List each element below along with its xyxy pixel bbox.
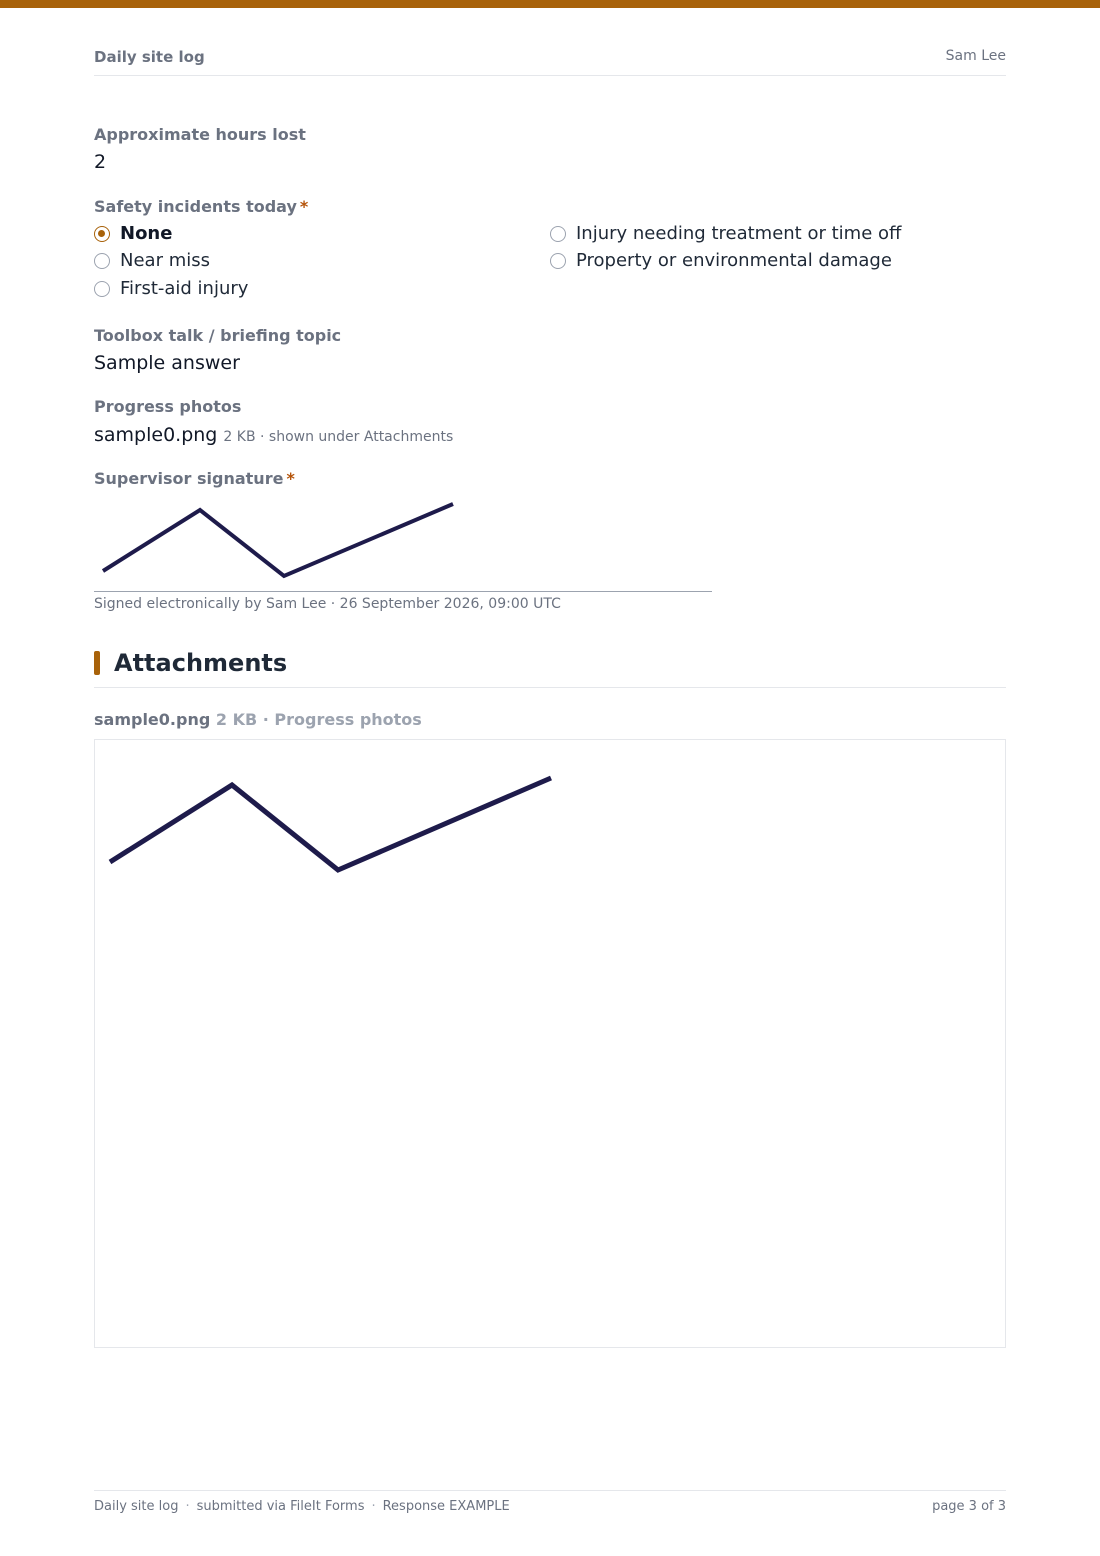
progress-photos-file bbox=[94, 424, 453, 446]
top-accent-bar bbox=[0, 0, 1100, 8]
signature-caption: Signed electronically by Sam Lee · 26 September 2026, 09:00 UTC bbox=[94, 596, 561, 612]
radio-label: Near miss bbox=[120, 250, 210, 271]
safety-option-first-aid[interactable] bbox=[94, 278, 248, 299]
attachment-image bbox=[95, 740, 1005, 1347]
radio-unchecked-icon bbox=[550, 253, 566, 269]
progress-photos-label-text: Progress photos bbox=[94, 397, 242, 416]
signature-area bbox=[94, 496, 712, 592]
attachments-heading: Attachments bbox=[114, 649, 288, 677]
radio-label: First-aid injury bbox=[120, 278, 249, 299]
footer-response: Response EXAMPLE bbox=[382, 1499, 510, 1514]
attachment-file-name: sample0.png bbox=[94, 710, 211, 729]
form-title: Daily site log bbox=[94, 48, 205, 66]
signature-label bbox=[94, 469, 295, 488]
signature-label-text: Supervisor signature bbox=[94, 469, 284, 488]
safety-incidents-label-text: Safety incidents today bbox=[94, 197, 297, 216]
hours-lost-label-text: Approximate hours lost bbox=[94, 125, 306, 144]
required-marker: * bbox=[286, 469, 295, 488]
toolbox-talk-label bbox=[94, 326, 341, 345]
page-number: page 3 of 3 bbox=[932, 1499, 1006, 1514]
attachment-file-meta: 2 KB · Progress photos bbox=[215, 710, 422, 729]
page-header bbox=[94, 48, 1006, 76]
safety-option-near-miss[interactable] bbox=[94, 250, 210, 271]
progress-photos-label bbox=[94, 397, 241, 416]
toolbox-talk-label-text: Toolbox talk / briefing topic bbox=[94, 326, 342, 345]
toolbox-talk-value: Sample answer bbox=[94, 352, 240, 374]
radio-unchecked-icon bbox=[550, 226, 566, 242]
hours-lost-label bbox=[94, 125, 306, 144]
radio-unchecked-icon bbox=[94, 281, 110, 297]
footer-info: Daily site log · submitted via FileIt Forms · Response EXAMPLE bbox=[94, 1499, 510, 1514]
attachment-preview[interactable] bbox=[94, 739, 1006, 1348]
safety-incidents-label bbox=[94, 197, 308, 216]
signature-drawing bbox=[94, 496, 712, 592]
attachment-image-stroke bbox=[110, 778, 551, 870]
signature-stroke bbox=[103, 504, 453, 576]
safety-option-injury-treatment[interactable] bbox=[550, 223, 901, 244]
page-footer bbox=[94, 1490, 1006, 1514]
safety-option-property-damage[interactable] bbox=[550, 250, 892, 271]
attachments-section-header bbox=[94, 650, 1006, 688]
file-name[interactable]: sample0.png bbox=[94, 424, 218, 446]
footer-via: submitted via FileIt Forms bbox=[196, 1499, 365, 1514]
respondent-name: Sam Lee bbox=[945, 48, 1006, 64]
attachment-caption bbox=[94, 710, 422, 729]
section-accent-bar bbox=[94, 651, 100, 675]
footer-form-name: Daily site log bbox=[94, 1499, 179, 1514]
radio-label: Property or environmental damage bbox=[576, 250, 892, 271]
radio-label: None bbox=[120, 223, 173, 244]
radio-label: Injury needing treatment or time off bbox=[576, 223, 902, 244]
required-marker: * bbox=[299, 197, 309, 216]
hours-lost-value: 2 bbox=[94, 151, 107, 173]
file-meta: 2 KB · shown under Attachments bbox=[223, 429, 454, 445]
safety-option-none[interactable] bbox=[94, 223, 172, 244]
radio-checked-icon bbox=[94, 226, 110, 242]
radio-unchecked-icon bbox=[94, 253, 110, 269]
